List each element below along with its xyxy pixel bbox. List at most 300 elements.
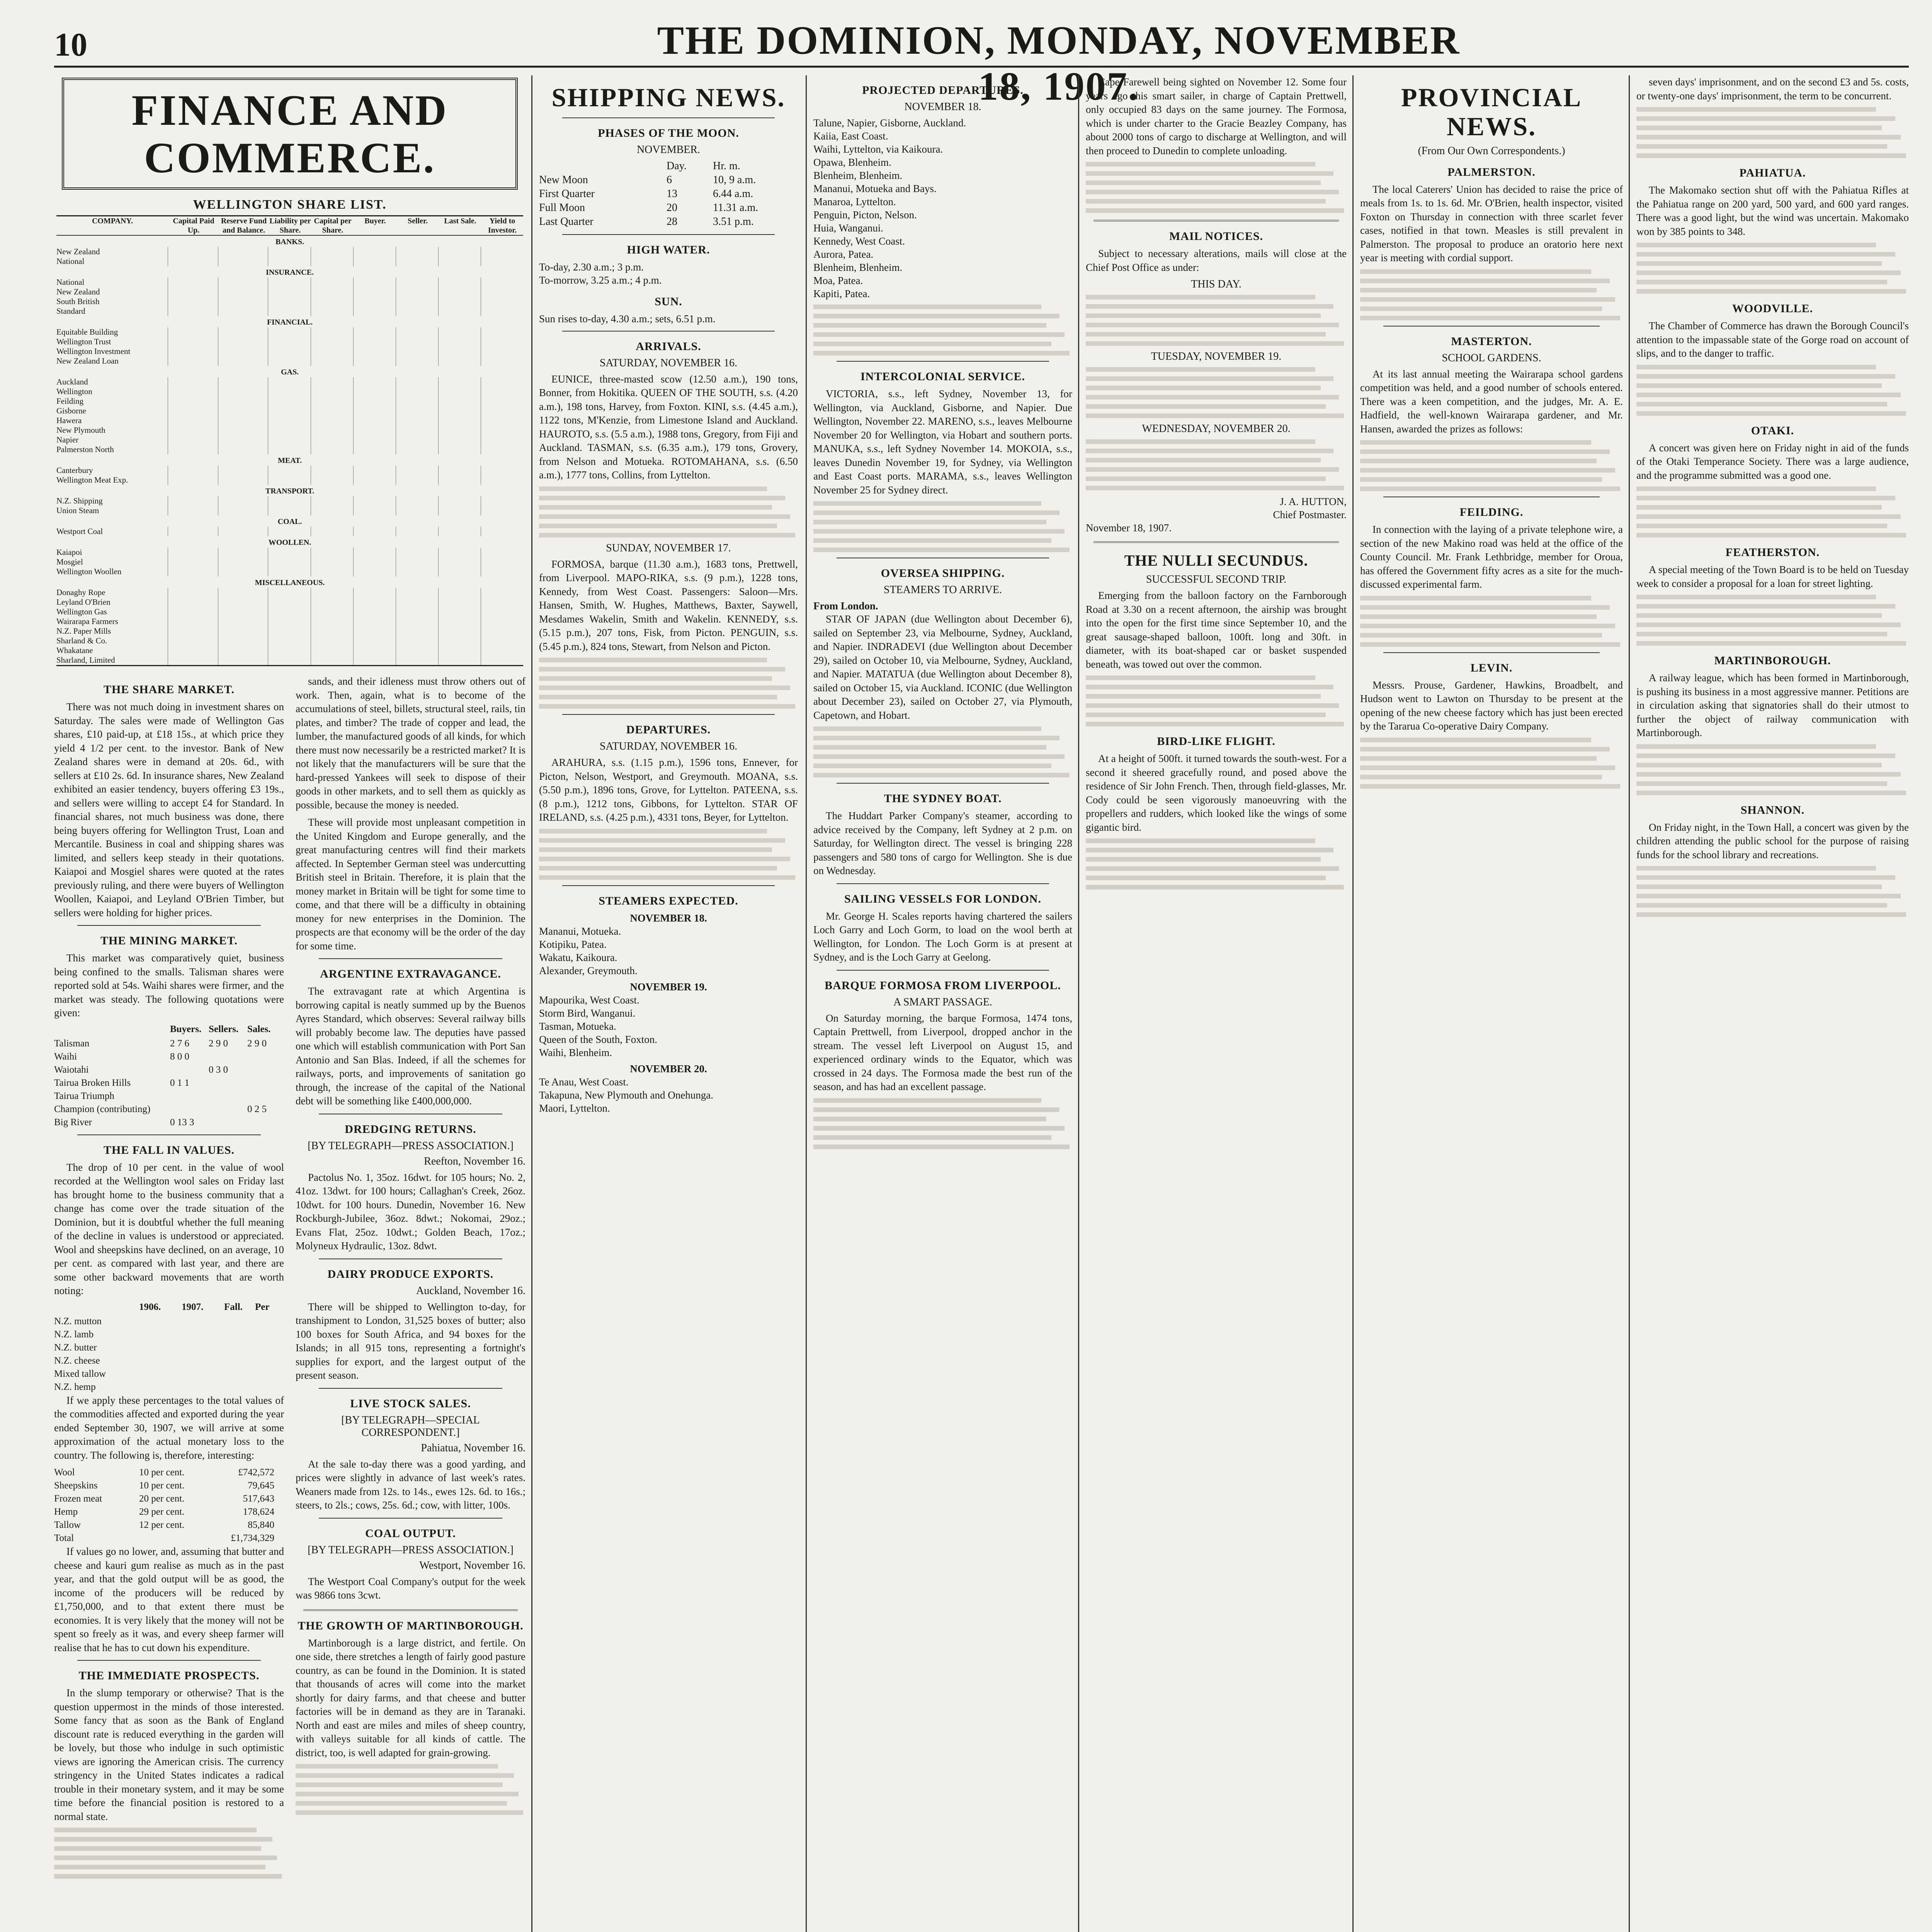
share-cell xyxy=(168,247,218,257)
share-cell xyxy=(311,337,353,347)
nulli-sub: SUCCESSFUL SECOND TRIP. xyxy=(1146,573,1287,585)
text-line xyxy=(1360,784,1620,789)
finance-col-a xyxy=(54,675,284,1883)
share-cell xyxy=(311,445,353,454)
share-cell xyxy=(481,655,523,665)
share-cell xyxy=(438,506,481,515)
loss-amount: 85,840 xyxy=(248,1520,274,1531)
divider xyxy=(1094,541,1339,543)
share-cell xyxy=(168,337,218,347)
mining-sales xyxy=(247,1090,282,1103)
share-cell xyxy=(268,607,310,617)
share-cell xyxy=(311,527,353,536)
share-cell xyxy=(481,435,523,445)
share-cell xyxy=(218,607,268,617)
share-cell xyxy=(481,416,523,425)
share-cell xyxy=(396,425,438,435)
share-cell xyxy=(311,617,353,626)
column-separator xyxy=(806,75,807,1932)
share-row xyxy=(56,435,523,445)
text-line xyxy=(1086,857,1321,862)
divider xyxy=(837,970,1049,971)
fall-table xyxy=(54,1315,284,1394)
palmerston-text: The local Caterers' Union has decided to raise the price of meals from 1s. to 1s. 6d. Mr. O'Brien, health inspector, visited Foxton on Thursday in connection with three scarlet fever cases, notified in that town. Measles is still prevalent in Palmerston. The proposal to produce an oratorio here next year is meeting with cordial support. xyxy=(1360,183,1623,264)
fall-col-per: Per xyxy=(255,1301,270,1312)
share-row xyxy=(56,406,523,416)
text-line xyxy=(1360,288,1597,293)
dairy-title: DAIRY PRODUCE EXPORTS. xyxy=(327,1267,494,1281)
text-line xyxy=(1636,505,1882,510)
share-cell xyxy=(218,636,268,646)
share-cell xyxy=(438,377,481,387)
share-cell xyxy=(168,607,218,617)
loss-pct: 10 per cent. xyxy=(139,1467,185,1478)
mining-buyers xyxy=(170,1090,209,1103)
fall-table-header xyxy=(54,1302,284,1313)
share-cell xyxy=(168,527,218,536)
share-cell xyxy=(481,377,523,387)
share-company-name: Canterbury xyxy=(56,466,93,475)
text-line xyxy=(1086,208,1344,213)
share-cell xyxy=(396,548,438,557)
share-cell xyxy=(353,496,396,506)
intercolonial-title: INTERCOLONIAL SERVICE. xyxy=(860,370,1026,383)
arrivals-continued xyxy=(539,486,798,537)
projected-continued xyxy=(813,304,1072,355)
text-line xyxy=(1086,675,1315,680)
palmerston-continued xyxy=(1360,269,1623,320)
projected-item: Kennedy, West Coast. xyxy=(813,235,905,247)
text-line xyxy=(1086,199,1326,204)
text-line xyxy=(1636,153,1906,158)
town-featherston: FEATHERSTON. xyxy=(1725,546,1820,559)
share-cell xyxy=(438,247,481,257)
share-cell xyxy=(396,435,438,445)
share-cell xyxy=(311,297,353,306)
mining-col-sellers: Sellers. xyxy=(209,1024,239,1034)
share-cell xyxy=(268,527,310,536)
share-cell xyxy=(168,287,218,297)
loss-row xyxy=(54,1505,284,1519)
text-line xyxy=(1636,135,1901,139)
dairy-text: There will be shipped to Wellington to-day, for transhipment to London, 31,525 boxes of butter; also 100 boxes for South Africa, and 94 boxes for the Islands; in all 915 tons, representing a fortnight's supplies for export, and the largest output of the present season. xyxy=(296,1301,526,1381)
share-cell xyxy=(481,466,523,475)
share-section-header: TRANSPORT. xyxy=(265,487,315,496)
share-row xyxy=(56,466,523,475)
text-line xyxy=(1636,595,1876,599)
divider xyxy=(562,234,775,235)
levin-continued xyxy=(1360,738,1623,789)
share-cell xyxy=(218,567,268,577)
loss-item: Total xyxy=(54,1533,74,1544)
share-cell xyxy=(396,297,438,306)
share-table-body xyxy=(56,237,523,665)
mail-date: November 18, 1907. xyxy=(1086,522,1172,534)
share-company-name: South British xyxy=(56,297,100,306)
share-cell xyxy=(481,337,523,347)
share-row xyxy=(56,626,523,636)
text-line xyxy=(1360,459,1597,463)
share-cell xyxy=(218,445,268,454)
fall-title: THE FALL IN VALUES. xyxy=(103,1143,235,1156)
share-table-header xyxy=(56,216,523,236)
text-line xyxy=(813,1107,1060,1112)
share-cell xyxy=(353,277,396,287)
shannon-continued xyxy=(1636,866,1909,917)
share-cell xyxy=(396,496,438,506)
projected-item: Penguin, Picton, Nelson. xyxy=(813,209,917,221)
share-row xyxy=(56,277,523,287)
share-cell xyxy=(311,257,353,266)
projected-item: Kapiti, Patea. xyxy=(813,288,870,299)
share-cell xyxy=(396,597,438,607)
share-cell xyxy=(396,646,438,655)
text-line xyxy=(1086,332,1326,337)
share-row xyxy=(56,597,523,607)
text-line xyxy=(1636,641,1906,646)
share-cell xyxy=(438,475,481,485)
share-cell xyxy=(481,597,523,607)
fall-text-2: If we apply these percentages to the total values of the commodities affected and exported during the year ended September 30, 1907, we will arrive at some approximation of the actual monetary loss to the country. The following is, therefore, interesting: xyxy=(54,1394,284,1461)
share-cell xyxy=(218,496,268,506)
intercolonial-continued xyxy=(813,501,1072,552)
share-cell xyxy=(311,435,353,445)
share-cell xyxy=(168,506,218,515)
divider xyxy=(303,1609,518,1611)
text-line xyxy=(813,1117,1046,1121)
mining-row xyxy=(54,1090,284,1103)
fall-row: N.Z. lamb xyxy=(54,1329,94,1340)
share-cell xyxy=(268,416,310,425)
text-line xyxy=(539,838,785,843)
dairy-dateline: Auckland, November 16. xyxy=(416,1284,526,1297)
share-list-title: WELLINGTON SHARE LIST. xyxy=(193,197,387,212)
shipping-column xyxy=(539,75,798,1932)
phase-row xyxy=(539,201,798,215)
text-line xyxy=(813,332,1065,337)
projected-item: Aurora, Patea. xyxy=(813,248,874,260)
share-cell xyxy=(168,297,218,306)
share-cell xyxy=(396,337,438,347)
page-number: 10 xyxy=(54,26,87,63)
share-cell xyxy=(438,277,481,287)
mining-row xyxy=(54,1050,284,1063)
share-company-name: Gisborne xyxy=(56,406,86,416)
loss-row xyxy=(54,1532,284,1545)
share-row xyxy=(56,327,523,337)
text-line xyxy=(813,314,1060,318)
share-company-name: Palmerston North xyxy=(56,445,114,454)
share-cell xyxy=(438,597,481,607)
phases-col-day: Day. xyxy=(667,160,687,172)
text-line xyxy=(1636,604,1895,609)
oversea-sub: STEAMERS TO ARRIVE. xyxy=(883,584,1002,596)
share-company-name: Standard xyxy=(56,306,85,316)
share-cell xyxy=(168,425,218,435)
share-row xyxy=(56,548,523,557)
share-cell xyxy=(268,327,310,337)
masthead-rule xyxy=(54,66,1909,68)
phases-month: NOVEMBER. xyxy=(636,143,701,156)
mining-text: This market was comparatively quiet, business being confined to the smalls. Talisman shares were reported sold at 54s. Waihi shares were firmer, and the market was steady. The following quotations were given: xyxy=(54,952,284,1019)
phase-name: Last Quarter xyxy=(539,215,594,228)
fall-text-3: If values go no lower, and, assuming that butter and cheese and kauri gum realise as much as in the past year, and that the gold output will be as good, the income of the producers will be reduced by £1,750,000, and to that extent there must be economies. It is very likely that the money will not be spent so freely as it was, and every sheep farmer will realise that he has to cut down his expenditure. xyxy=(54,1546,284,1653)
share-list-table xyxy=(56,215,523,666)
divider xyxy=(77,1660,261,1661)
share-cell xyxy=(311,655,353,665)
loss-item: Sheepskins xyxy=(54,1480,98,1491)
otaki-text: A concert was given here on Friday night in aid of the funds of the Otaki Temperance Society. There was a large audience, and the programme submitted was a good one. xyxy=(1636,442,1909,481)
text-line xyxy=(539,505,772,510)
text-line xyxy=(1360,605,1610,610)
share-cell xyxy=(311,396,353,406)
mining-name: Waihi xyxy=(54,1051,77,1062)
phase-name: New Moon xyxy=(539,173,588,186)
share-market-text: There was not much doing in investment shares on Saturday. The sales were made of Wellington Gas shares, £10 paid-up, at £18 15s., at which price they yield 4 1/2 per cent. to the investor. Bank of New Zealand shares were in demand at 20s. 6d., with sellers at £10 2s. 6d. In insurance shares, New Zealand exhibited an easier tendency, buyers offering £3 19s., and sellers were willing to accept £4 for Standard. In financial shares, not much business was done, there being buyers offering for Wellington Trust, Loan and Mercantile. Business in coal and shipping shares was limited, and sellers keep steady in their quotations. Kaiapoi and Mosgiel shares were quoted at the rates previously ruling, and there were buyers of Wellington Woollen, Kaiapoi, and Leyland O'Brien Timber, but sellers were holding for higher prices. xyxy=(54,701,284,918)
nulli-title: THE NULLI SECUNDUS. xyxy=(1124,552,1308,569)
projected-item: Huia, Wanganui. xyxy=(813,222,884,234)
share-company-name: Kaiapoi xyxy=(56,548,82,557)
text-line xyxy=(1086,722,1344,726)
share-cell xyxy=(268,588,310,597)
share-cell xyxy=(268,445,310,454)
text-line xyxy=(1086,404,1326,409)
share-cell xyxy=(396,387,438,396)
share-cell xyxy=(168,617,218,626)
projected-item: Blenheim, Blenheim. xyxy=(813,170,903,181)
text-line xyxy=(296,1782,503,1787)
mining-title: THE MINING MARKET. xyxy=(100,934,238,947)
arrivals-text: EUNICE, three-masted scow (12.50 a.m.), 190 tons, Bonner, from Hokitika. QUEEN OF THE SOUTH, s.s. (4.20 a.m.), 198 tons, Harvey, from Foxton. KINI, s.s. (4.45 a.m.), 1122 tons, M'Kenzie, from Limestone Island and Auckland. HAUROTO, s.s. (5.5 a.m.), 1988 tons, Gregory, from Fiji and Auckland. TASMAN, s.s. (6.35 a.m.), 179 tons, Grovery, from Nelson and Motueka. ROTOMAHANA, s.s. (6.50 a.m.), 1777 tons, Collins, from Lyttelton. xyxy=(539,373,798,481)
share-cell xyxy=(168,327,218,337)
high-water-tomorrow: To-morrow, 3.25 a.m.; 4 p.m. xyxy=(539,274,662,286)
text-line xyxy=(1086,467,1339,472)
share-cell xyxy=(311,557,353,567)
text-line xyxy=(1086,838,1315,843)
mining-sellers xyxy=(209,1103,247,1116)
martinborough-continued xyxy=(1636,744,1909,795)
divider xyxy=(562,714,775,715)
phase-row xyxy=(539,187,798,201)
martinborough-growth-continued xyxy=(296,1764,526,1815)
share-cell xyxy=(218,655,268,665)
share-cell xyxy=(218,425,268,435)
text-line xyxy=(1636,875,1895,880)
text-line xyxy=(1086,476,1326,481)
share-cell xyxy=(311,377,353,387)
share-cell xyxy=(481,277,523,287)
smart-text: On Saturday morning, the barque Formosa, 1474 tons, Captain Prettwell, from Liverpool, dropped anchor in the stream. The vessel left Liverpool on August 15, and experienced ordinary winds to the Equator, which was crossed in 24 days. The Formosa made the best run of the season, and has had an excellent passage. xyxy=(813,1012,1072,1092)
divider xyxy=(319,1388,502,1389)
share-cell xyxy=(168,347,218,356)
share-row xyxy=(56,655,523,665)
share-cell xyxy=(218,435,268,445)
mining-name: Tairua Broken Hills xyxy=(54,1077,131,1088)
share-cell xyxy=(311,416,353,425)
sunday-text: FORMOSA, barque (11.30 a.m.), 1683 tons, Prettwell, from Liverpool. MAPO-RIKA, s.s. (9 p.m.), 1228 tons, Kennedy, from West Coast. Passengers: Saloon—Mrs. Hansen, Smith, W. Hughes, Matthews, Baxter, Saywell, Mesdames Wakelin, Smith and Wakelin. KENNEDY, s.s. (5.15 p.m.), 207 tons, Fisk, from Picton. PENGUIN, s.s. (5.45 p.m.), 824 tons, Stewart, from Nelson and Picton. xyxy=(539,558,798,652)
share-section-header: FINANCIAL. xyxy=(267,318,313,327)
text-line xyxy=(539,496,785,500)
text-line xyxy=(813,351,1070,355)
text-line xyxy=(1636,486,1876,491)
text-line xyxy=(54,1855,277,1860)
share-company-name: Wellington Gas xyxy=(56,607,107,617)
share-cell xyxy=(481,617,523,626)
share-cell xyxy=(438,548,481,557)
share-cell xyxy=(396,287,438,297)
text-line xyxy=(813,529,1065,534)
share-row xyxy=(56,636,523,646)
mail-signature: J. A. HUTTON, xyxy=(1280,496,1347,507)
share-cell xyxy=(438,607,481,617)
loss-pct: 12 per cent. xyxy=(139,1520,185,1531)
text-line xyxy=(813,538,1051,543)
expected-item: Kotipiku, Patea. xyxy=(539,938,607,950)
loss-row xyxy=(54,1479,284,1492)
share-row xyxy=(56,356,523,366)
oversea-title: OVERSEA SHIPPING. xyxy=(881,567,1005,580)
text-line xyxy=(539,533,795,537)
share-cell xyxy=(311,636,353,646)
sun-title: SUN. xyxy=(655,295,682,308)
loss-table xyxy=(54,1466,284,1545)
phase-day: 20 xyxy=(667,201,677,214)
text-line xyxy=(813,1135,1051,1140)
share-cell xyxy=(481,287,523,297)
loss-amount: £742,572 xyxy=(238,1467,274,1478)
phase-row xyxy=(539,173,798,187)
share-cell xyxy=(268,337,310,347)
share-cell xyxy=(218,277,268,287)
column-separator xyxy=(1629,75,1630,1932)
text-line xyxy=(54,1865,265,1869)
text-line xyxy=(1360,738,1591,742)
text-line xyxy=(1636,261,1882,266)
feilding-continued xyxy=(1360,596,1623,647)
text-line xyxy=(1636,383,1882,388)
share-cell xyxy=(268,257,310,266)
share-row xyxy=(56,607,523,617)
share-cell xyxy=(353,377,396,387)
share-cell xyxy=(353,597,396,607)
phase-time: 6.44 a.m. xyxy=(713,187,753,200)
share-company-name: New Zealand xyxy=(56,247,100,257)
mining-table-header xyxy=(54,1024,284,1035)
projected-list xyxy=(813,116,1072,300)
text-line xyxy=(296,1773,514,1778)
provincial-from: (From Our Own Correspondents.) xyxy=(1418,145,1565,157)
text-line xyxy=(1636,613,1882,618)
text-line xyxy=(1360,440,1591,445)
argentine-title: ARGENTINE EXTRAVAGANCE. xyxy=(320,968,501,981)
share-row xyxy=(56,445,523,454)
text-line xyxy=(1636,280,1887,284)
share-cell xyxy=(168,646,218,655)
expected-item: Queen of the South, Foxton. xyxy=(539,1033,657,1045)
share-cell xyxy=(311,387,353,396)
column-separator xyxy=(1352,75,1354,1932)
mining-col-sales: Sales. xyxy=(247,1024,271,1034)
text-line xyxy=(1360,297,1615,302)
share-company-name: Feilding xyxy=(56,396,84,406)
bird-continued xyxy=(1086,838,1347,889)
share-cell xyxy=(438,435,481,445)
high-water-title: HIGH WATER. xyxy=(627,243,710,256)
share-cell xyxy=(438,527,481,536)
text-line xyxy=(1636,524,1887,528)
share-cell xyxy=(311,597,353,607)
share-row xyxy=(56,247,523,257)
divider xyxy=(319,958,502,959)
share-cell xyxy=(311,567,353,577)
share-cell xyxy=(268,617,310,626)
text-line xyxy=(813,745,1046,750)
expected-item: Takapuna, New Plymouth and Onehunga. xyxy=(539,1089,714,1101)
share-cell xyxy=(438,636,481,646)
fall-col-1907: 1907. xyxy=(182,1301,204,1312)
share-row xyxy=(56,297,523,306)
share-cell xyxy=(268,377,310,387)
text-line xyxy=(1360,449,1610,454)
text-line xyxy=(1360,633,1602,638)
share-cell xyxy=(311,406,353,416)
share-cell xyxy=(481,406,523,416)
bird-text: At a height of 500ft. it turned towards the south-west. For a second it sheered gracefully round, and posed above the residence of Sir John French. Then, through field-glasses, Mr. Cody could be seen vigorously manoeuvring with the propellers and rudders, which looked like the wings of some gigantic bird. xyxy=(1086,753,1347,833)
mining-sellers xyxy=(209,1050,247,1063)
barque-title: BARQUE FORMOSA FROM LIVERPOOL. xyxy=(825,979,1061,992)
share-cell xyxy=(353,548,396,557)
share-cell xyxy=(311,548,353,557)
share-cell xyxy=(438,287,481,297)
fall-row: N.Z. mutton xyxy=(54,1316,102,1327)
share-cell xyxy=(168,626,218,636)
share-cell xyxy=(438,337,481,347)
share-cell xyxy=(353,347,396,356)
share-section-header: MEAT. xyxy=(277,456,302,465)
share-cell xyxy=(268,466,310,475)
share-cell xyxy=(168,557,218,567)
share-cell xyxy=(396,356,438,366)
share-cell xyxy=(168,277,218,287)
text-line xyxy=(1086,323,1339,327)
text-line xyxy=(1086,685,1333,689)
share-cell xyxy=(311,327,353,337)
text-line xyxy=(539,829,767,833)
projected-title: PROJECTED DEPARTURES. xyxy=(862,84,1024,97)
argentine-text: The extravagant rate at which Argentina is borrowing capital is neatly summed up by the Buenos Ayres Standard, which observes: Several railway bills will probably become law. The deputies have passed one which will establish communication with Port San Antonio and San Blas. Indeed, if all the schemes for railways, ports, and improvements of sanitation go through, the increase of the capital of the National debt will be something like £400,000,000. xyxy=(296,985,526,1107)
mail-title: MAIL NOTICES. xyxy=(1169,230,1264,243)
share-company-name: Union Steam xyxy=(56,506,99,515)
share-cell xyxy=(481,588,523,597)
share-cell xyxy=(168,435,218,445)
share-section-header: WOOLLEN. xyxy=(268,538,311,547)
share-cell xyxy=(218,506,268,515)
share-company-name: Wellington Investment xyxy=(56,347,131,356)
text-line xyxy=(813,1126,1065,1131)
projected-date: NOVEMBER 18. xyxy=(904,101,981,113)
text-line xyxy=(1636,393,1901,397)
arrivals-date: SATURDAY, NOVEMBER 16. xyxy=(599,357,738,369)
intercolonial-text: VICTORIA, s.s., left Sydney, November 13, for Wellington, via Auckland, Gisborne, and Napier. Due Wellington, November 22. MARENO, s.s., leaves Melbourne November 20 for Wellington, via Hobart and southern ports. MANUKA, s.s., left Sydney November 14. MOKOIA, s.s., leaves Dunedin November 19, for Sydney, via Wellington and East Coast ports. MARAMA, s.s., leaves Wellington November 25 for Sydney direct. xyxy=(813,388,1072,496)
text-line xyxy=(1086,694,1321,699)
share-cell xyxy=(481,356,523,366)
share-cell xyxy=(218,337,268,347)
text-line xyxy=(1636,622,1901,627)
text-line xyxy=(1086,439,1315,444)
share-cell xyxy=(438,257,481,266)
live-stock-byline: [BY TELEGRAPH—SPECIAL CORRESPONDENT.] xyxy=(341,1414,480,1439)
divider xyxy=(562,885,775,886)
